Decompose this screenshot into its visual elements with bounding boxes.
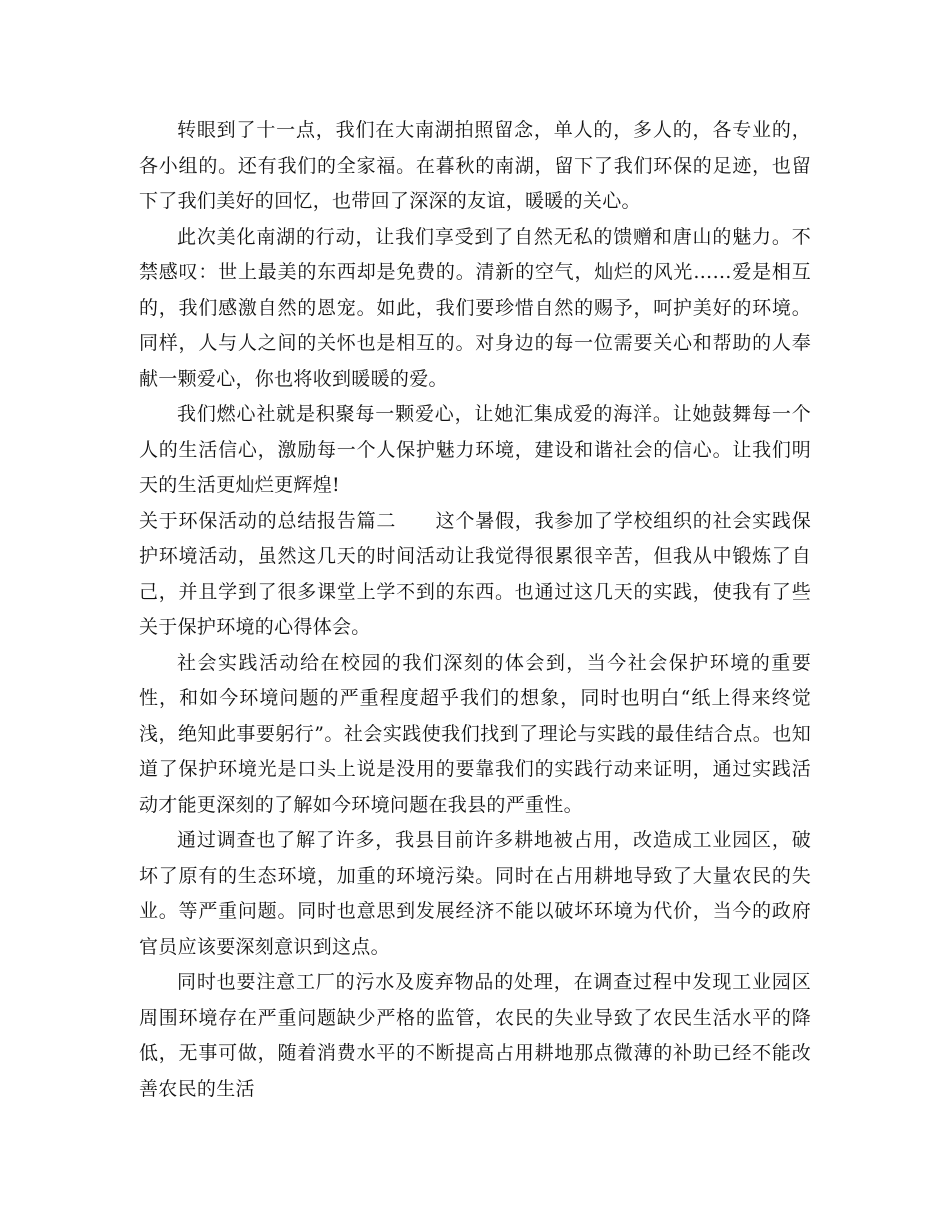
paragraph-5: 社会实践活动给在校园的我们深刻的体会到，当今社会保护环境的重要性，和如今环境问题的严重程度超乎我们的想象，同时也明白“纸上得来终觉浅，绝知此事要躬行”。社会实践使我们找到了理论与实践的最佳结合点。也知道了保护环境光是口头上说是没用的要靠我们的实践行动来证明，通过实践活动才能更深刻的了解如今环境问题在我县的严重性。 [139, 651, 811, 816]
paragraph-2: 此次美化南湖的行动，让我们享受到了自然无私的馈赠和唐山的魅力。不禁感叹：世上最美的东西却是免费的。清新的空气，灿烂的风光……爱是相互的，我们感激自然的恩宠。如此，我们要珍惜自然的赐予，呵护美好的环境。同样，人与人之间的关怀也是相互的。对身边的每一位需要关心和帮助的人奉献一颗爱心，你也将收到暖暖的爱。 [139, 225, 811, 390]
document-body [139, 113, 811, 1107]
section-heading-paragraph: 关于环保活动的总结报告篇二 这个暑假，我参加了学校组织的社会实践保护环境活动，虽然这几天的时间活动让我觉得很累很辛苦，但我从中锻炼了自己，并且学到了很多课堂上学不到的东西。也通过这几天的实践，使我有了些关于保护环境的心得体会。 [139, 509, 811, 638]
paragraph-7: 同时也要注意工厂的污水及废弃物品的处理，在调查过程中发现工业园区周围环境存在严重问题缺少严格的监管，农民的失业导致了农民生活水平的降低，无事可做，随着消费水平的不断提高占用耕地那点微薄的补助已经不能改善农民的生活 [139, 971, 811, 1100]
paragraph-3: 我们燃心社就是积聚每一颗爱心，让她汇集成爱的海洋。让她鼓舞每一个人的生活信心，激励每一个人保护魅力环境，建设和谐社会的信心。让我们明天的生活更灿烂更辉煌! [139, 403, 811, 496]
paragraph-1: 转眼到了十一点，我们在大南湖拍照留念，单人的，多人的，各专业的，各小组的。还有我们的全家福。在暮秋的南湖，留下了我们环保的足迹，也留下了我们美好的回忆，也带回了深深的友谊，暖暖的关心。 [139, 119, 811, 212]
paragraph-6: 通过调查也了解了许多，我县目前许多耕地被占用，改造成工业园区，破坏了原有的生态环境，加重的环境污染。同时在占用耕地导致了大量农民的失业。等严重问题。同时也意思到发展经济不能以破坏环境为代价，当今的政府官员应该要深刻意识到这点。 [139, 829, 811, 958]
